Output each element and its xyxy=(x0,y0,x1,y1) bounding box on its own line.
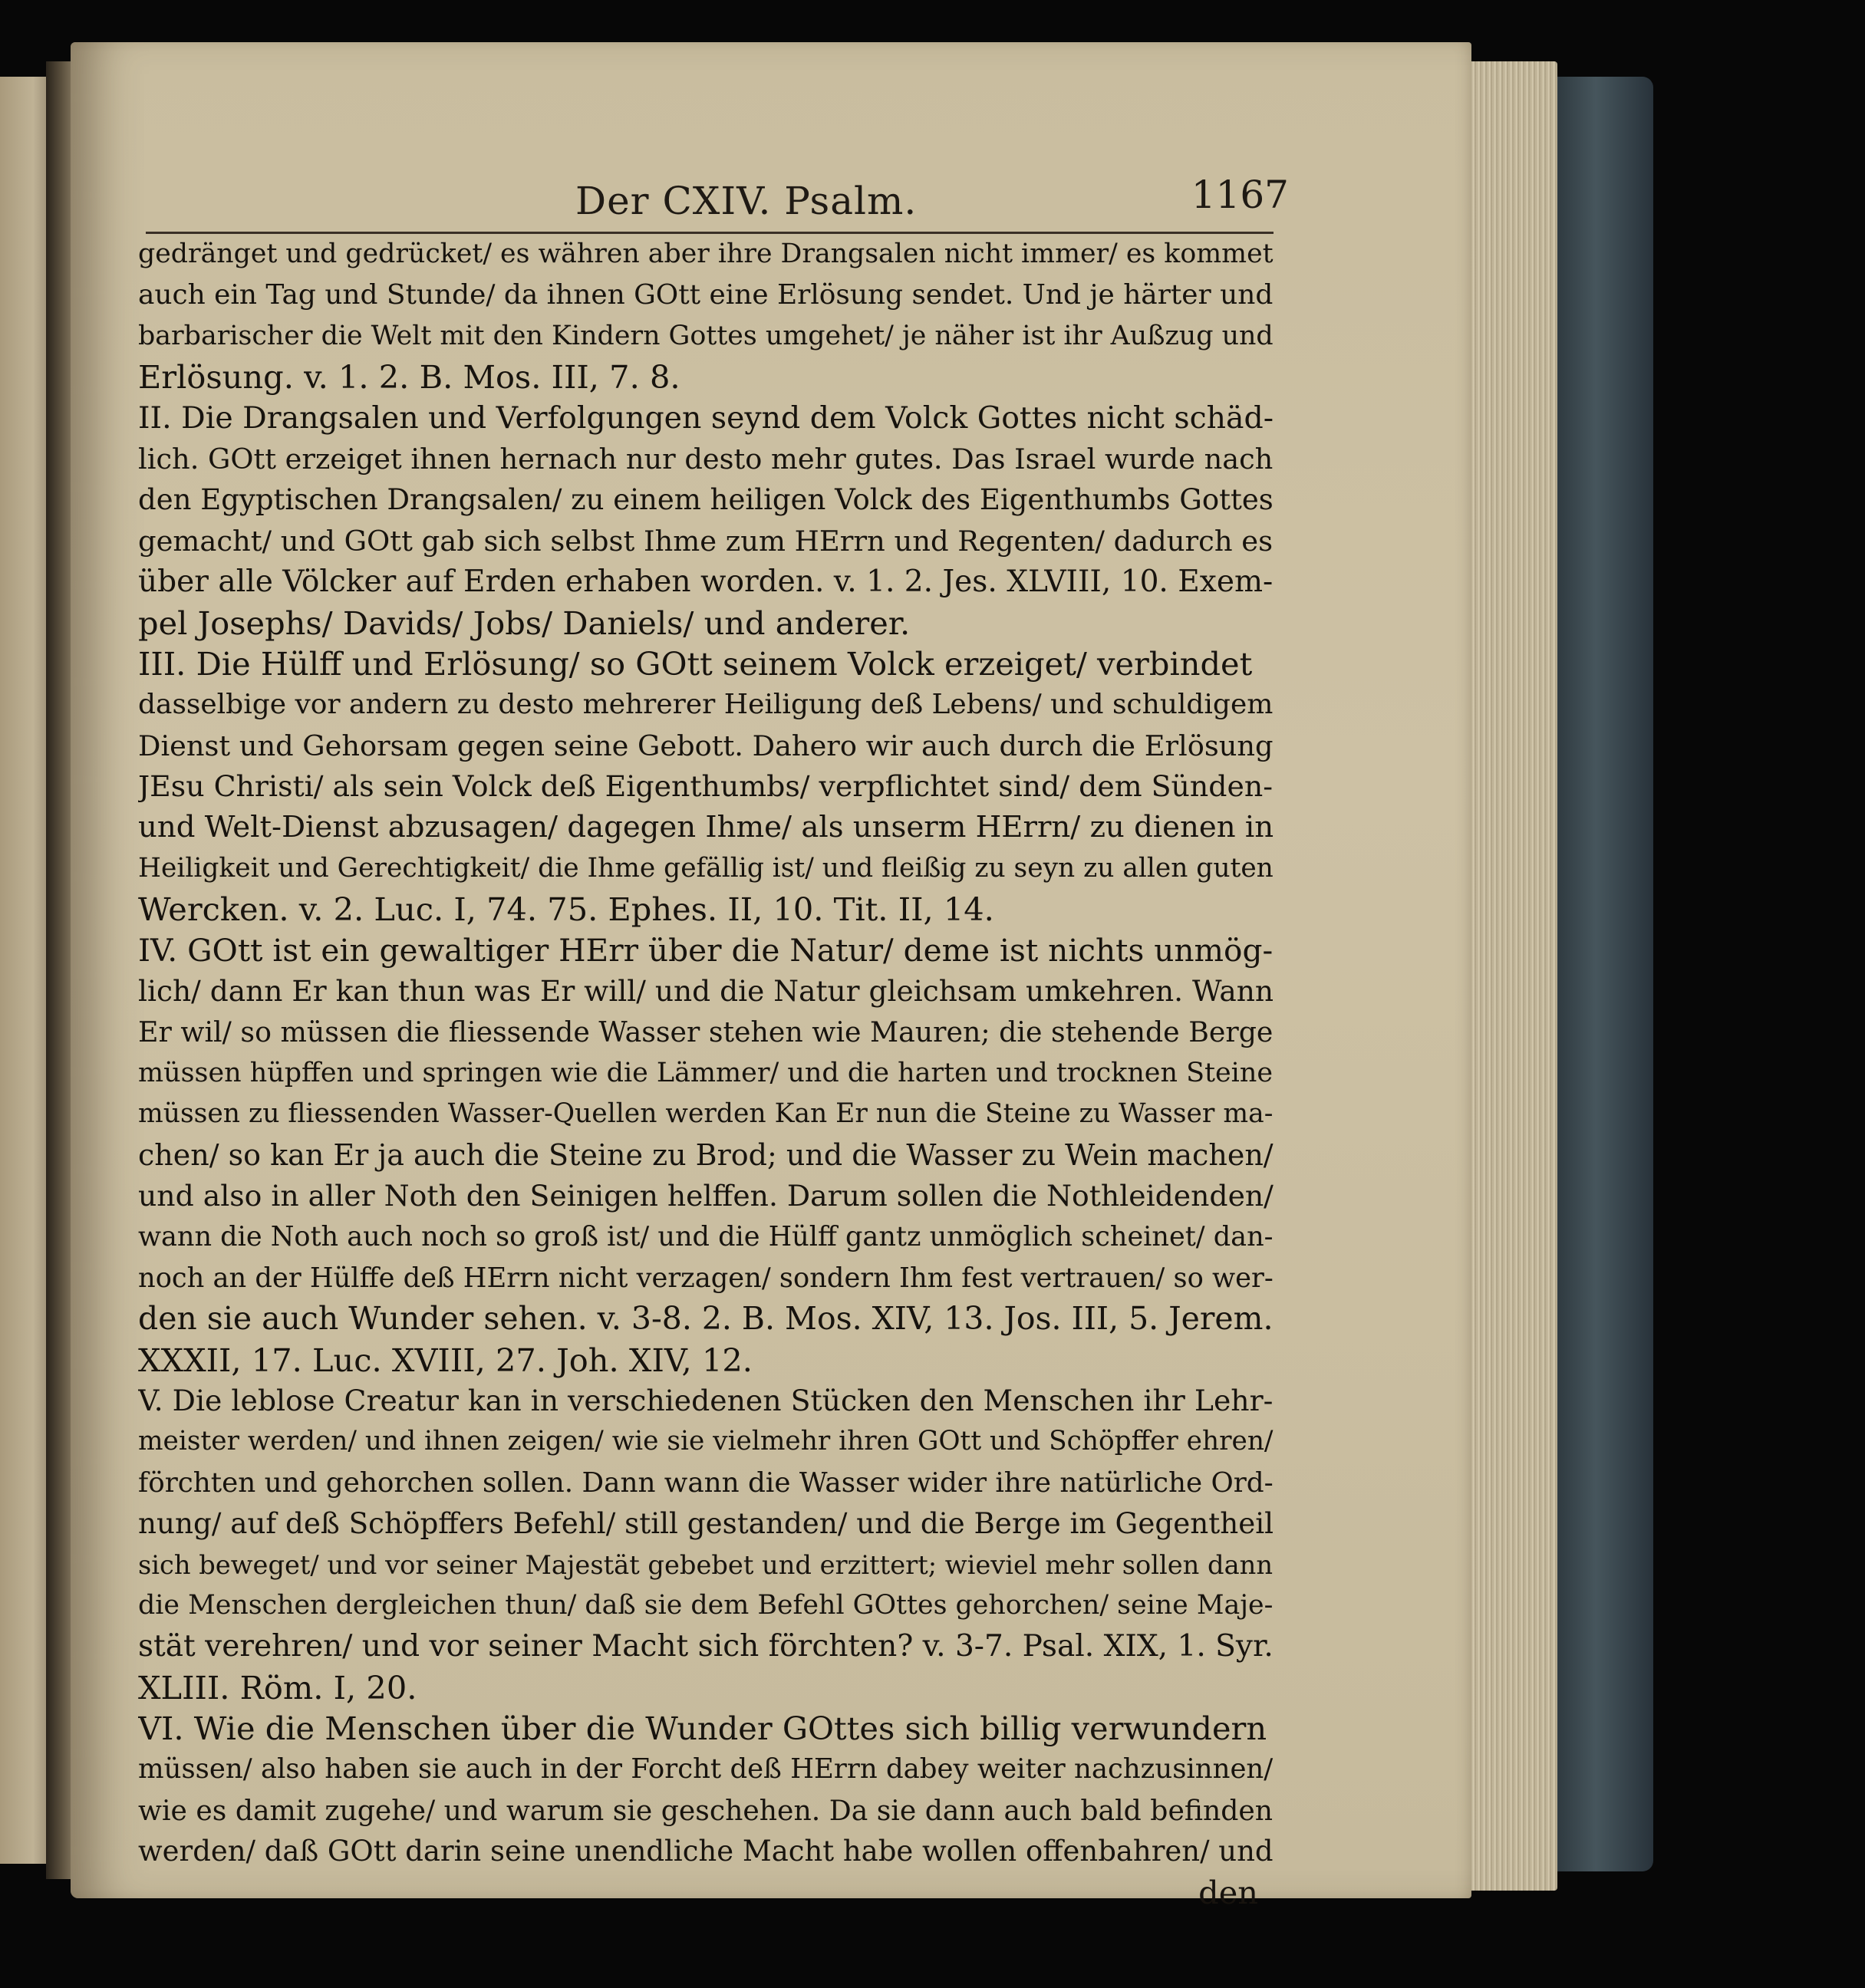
text-line: Wercken. v. 2. Luc. I, 74. 75. Ephes. II, 10. Tit. II, 14. xyxy=(138,890,994,929)
text-line: und Welt-Dienst abzusagen/ dagegen Ihme/ als unserm HErrn/ zu dienen in xyxy=(138,810,1274,845)
text-line: auch ein Tag und Stunde/ da ihnen GOtt eine Erlösung sendet. Und je härter und xyxy=(138,279,1274,311)
body-text xyxy=(138,234,1274,1913)
text-line: III. Die Hülff und Erlösung/ so GOtt seinem Volck erzeiget/ verbindet xyxy=(138,644,1253,683)
text-line: den Egyptischen Drangsalen/ zu einem heiligen Volck des Eigenthumbs Gottes xyxy=(138,483,1274,517)
page-number: 1167 xyxy=(1191,173,1289,217)
text-line: JEsu Christi/ als sein Volck deß Eigenthumbs/ verpflichtet sind/ dem Sünden- xyxy=(138,769,1274,804)
text-line: lich. GOtt erzeiget ihnen hernach nur desto mehr gutes. Das Israel wurde nach xyxy=(138,442,1274,476)
running-title: Der CXIV. Psalm. xyxy=(575,179,918,223)
text-line: müssen hüpffen und springen wie die Lämmer/ und die harten und trocknen Steine xyxy=(138,1057,1274,1088)
text-line: wie es damit zugehe/ und warum sie geschehen. Da sie dann auch bald befinden xyxy=(138,1793,1274,1827)
text-line: V. Die leblose Creatur kan in verschiedenen Stücken den Menschen ihr Lehr- xyxy=(138,1383,1274,1417)
text-line: nung/ auf deß Schöpffers Befehl/ still gestanden/ und die Berge im Gegentheil xyxy=(138,1506,1274,1541)
text-line: sich beweget/ und vor seiner Majestät gebebet und erzittert; wieviel mehr sollen dann xyxy=(138,1549,1274,1580)
text-line: den sie auch Wunder sehen. v. 3-8. 2. B. Mos. XIV, 13. Jos. III, 5. Jerem. xyxy=(138,1300,1274,1338)
text-line: stät verehren/ und vor seiner Macht sich förchten? v. 3-7. Psal. XIX, 1. Syr. xyxy=(138,1629,1274,1664)
text-line: müssen/ also haben sie auch in der Forcht deß HErrn dabey weiter nachzusinnen/ xyxy=(138,1753,1274,1786)
text-line: Er wil/ so müssen die fliessende Wasser stehen wie Mauren; die stehende Berge xyxy=(138,1015,1274,1049)
text-line: dasselbige vor andern zu desto mehrerer Heiligung deß Lebens/ und schuldigem xyxy=(138,689,1274,721)
text-line: XXXII, 17. Luc. XVIII, 27. Joh. XIV, 12. xyxy=(138,1341,753,1379)
text-line: Heiligkeit und Gerechtigkeit/ die Ihme gefällig ist/ und fleißig zu seyn zu allen guten xyxy=(138,852,1274,884)
text-line: meister werden/ und ihnen zeigen/ wie sie vielmehr ihren GOtt und Schöpffer ehren/ xyxy=(138,1426,1274,1457)
text-line: die Menschen dergleichen thun/ daß sie dem Befehl GOttes gehorchen/ seine Maje- xyxy=(138,1589,1274,1621)
text-line: gemacht/ und GOtt gab sich selbst Ihme zum HErrn und Regenten/ dadurch es xyxy=(138,524,1274,558)
text-line: IV. GOtt ist ein gewaltiger HErr über die Natur/ deme ist nichts unmög- xyxy=(138,931,1274,969)
text-line: noch an der Hülffe deß HErrn nicht verzagen/ sondern Ihm fest vertrauen/ so wer- xyxy=(138,1262,1274,1294)
text-line: XLIII. Röm. I, 20. xyxy=(138,1668,417,1707)
text-line: Dienst und Gehorsam gegen seine Gebott. Dahero wir auch durch die Erlösung xyxy=(138,729,1274,762)
text-line: pel Josephs/ Davids/ Jobs/ Daniels/ und anderer. xyxy=(138,604,911,642)
text-line: über alle Völcker auf Erden erhaben worden. v. 1. 2. Jes. XLVIII, 10. Exem- xyxy=(138,564,1274,600)
text-line: chen/ so kan Er ja auch die Steine zu Brod; und die Wasser zu Wein machen/ xyxy=(138,1137,1274,1172)
text-line: II. Die Drangsalen und Verfolgungen seynd dem Volck Gottes nicht schäd- xyxy=(138,400,1274,436)
page-header xyxy=(146,173,1289,226)
text-line: Erlösung. v. 1. 2. B. Mos. III, 7. 8. xyxy=(138,358,680,397)
text-line: gedränget und gedrücket/ es währen aber ihre Drangsalen nicht immer/ es kommet xyxy=(138,239,1274,269)
text-line: barbarischer die Welt mit den Kindern Gottes umgehet/ je näher ist ihr Außzug und xyxy=(138,320,1274,351)
text-line: müssen zu fliessenden Wasser-Quellen werden Kan Er nun die Steine zu Wasser ma- xyxy=(138,1098,1274,1130)
text-line: lich/ dann Er kan thun was Er will/ und die Natur gleichsam umkehren. Wann xyxy=(138,974,1274,1009)
text-line: VI. Wie die Menschen über die Wunder GOttes sich billig verwundern xyxy=(138,1710,1267,1748)
text-line: förchten und gehorchen sollen. Dann wann die Wasser wider ihre natürliche Ord- xyxy=(138,1466,1274,1499)
text-line: werden/ daß GOtt darin seine unendliche Macht habe wollen offenbahren/ und xyxy=(138,1835,1274,1868)
text-line: und also in aller Noth den Seinigen helffen. Darum sollen die Nothleidenden/ xyxy=(138,1178,1274,1213)
book-cover-edge xyxy=(1557,77,1653,1871)
text-line: wann die Noth auch noch so groß ist/ und die Hülff gantz unmöglich scheinet/ dan- xyxy=(138,1221,1274,1253)
catchword: den xyxy=(1198,1873,1258,1911)
